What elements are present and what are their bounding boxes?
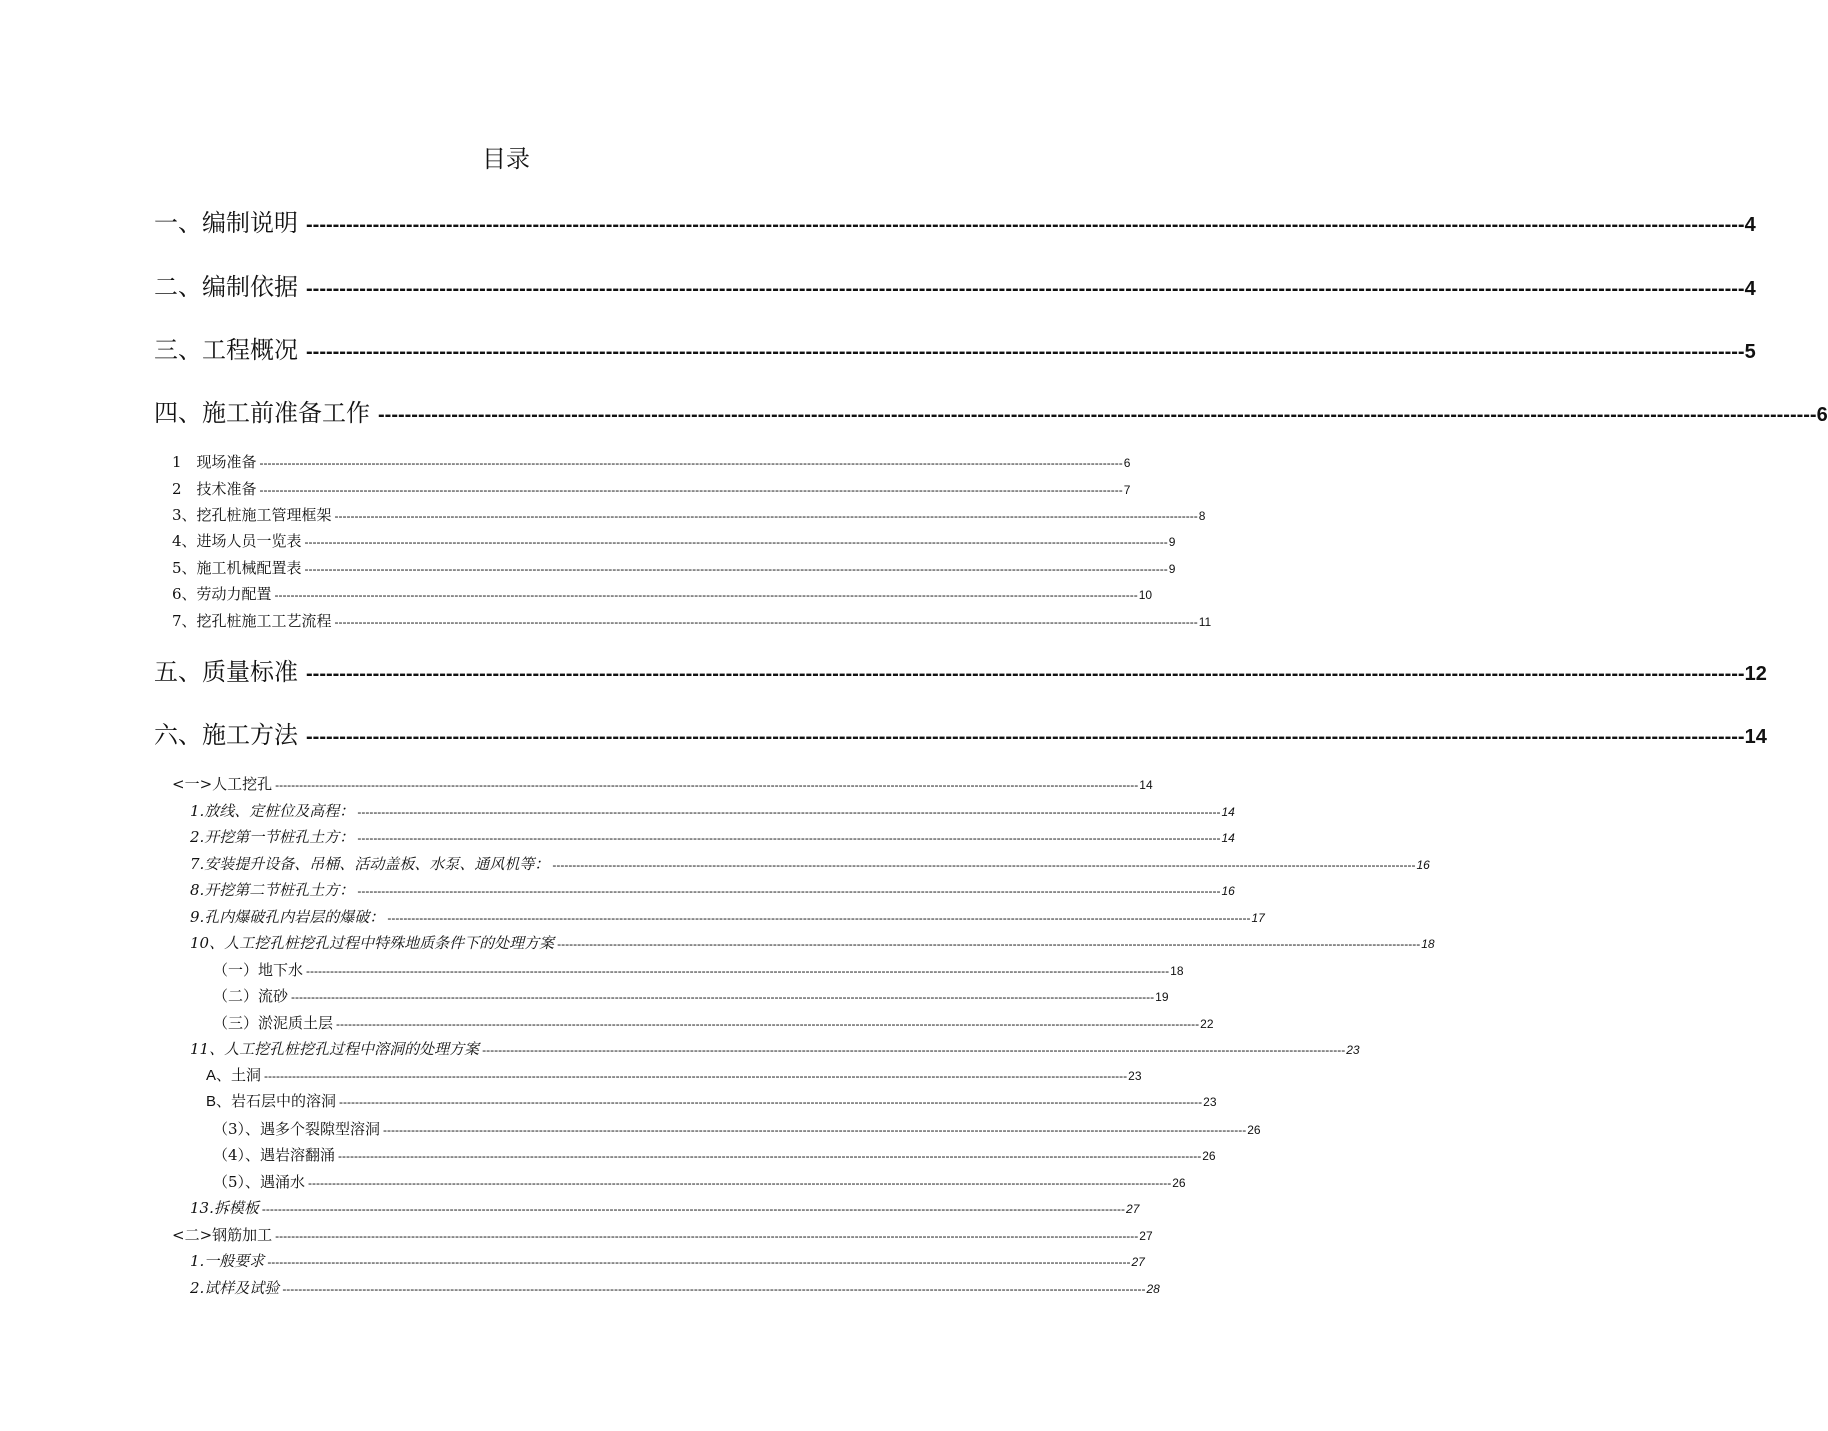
toc-entry-label: （3）、遇多个裂隙型溶洞 <box>213 1120 381 1138</box>
toc-page-number: 26 <box>1202 1149 1216 1163</box>
toc-entry-6-1-7[interactable] <box>190 851 1430 877</box>
toc-entry-label: 2.开挖第一节桩孔土方： <box>190 828 355 846</box>
toc-leader-dots: ------------------------------------------------------------------------------------------------------------------------------------------------------------------------------------------------------------------------ <box>482 1043 1346 1057</box>
toc-entry-4-2[interactable] <box>172 476 1131 502</box>
toc-leader-dots: ------------------------------------------------------------------------------------------------------------------------------------------------------------------------------------------------------------------------ <box>304 562 1168 576</box>
toc-page-number: 8 <box>1198 509 1206 523</box>
toc-page-number: 4 <box>1744 278 1756 300</box>
toc-entry-chapter-6[interactable] <box>154 715 1767 755</box>
toc-entry-6-1-11[interactable] <box>190 1036 1360 1062</box>
toc-page-number: 19 <box>1155 990 1169 1004</box>
toc-entry-label: 1.放线、定桩位及高程： <box>190 802 355 820</box>
toc-entry-4-1[interactable] <box>172 449 1131 475</box>
toc-leader-dots: ------------------------------------------------------------------------------------------------------------------------------------------------------------------------------------------------------------------------ <box>261 1202 1126 1216</box>
toc-leader-dots: ------------------------------------------------------------------------------------------------------------------------------------------------------------------------------------------------------------------------ <box>357 884 1221 898</box>
toc-entry-6-section-1[interactable] <box>172 771 1153 797</box>
toc-entry-label: 3、挖孔桩施工管理框架 <box>172 506 332 524</box>
toc-leader-dots: ------------------------------------------------------------------------------------------------------------------------------------------------------------------------------------------------------------------------ <box>306 214 1745 236</box>
toc-page-number: 5 <box>1744 341 1756 363</box>
toc-entry-label: 四、施工前准备工作 <box>154 399 370 427</box>
toc-leader-dots: ------------------------------------------------------------------------------------------------------------------------------------------------------------------------------------------------------------------------ <box>339 1095 1203 1109</box>
toc-entry-6-1-2[interactable] <box>190 824 1235 850</box>
toc-leader-dots: ------------------------------------------------------------------------------------------------------------------------------------------------------------------------------------------------------------------------ <box>306 278 1745 300</box>
toc-entry-label: 五、质量标准 <box>154 658 298 686</box>
toc-entry-label: B、岩石层中的溶洞 <box>206 1093 337 1110</box>
toc-entry-label: <一>人工挖孔 <box>172 775 273 793</box>
toc-entry-label: A、土洞 <box>206 1067 262 1084</box>
toc-page-number: 6 <box>1816 404 1828 426</box>
toc-page-number: 17 <box>1251 911 1265 925</box>
toc-entry-4-3[interactable] <box>172 502 1206 528</box>
toc-leader-dots: ------------------------------------------------------------------------------------------------------------------------------------------------------------------------------------------------------------------------ <box>306 964 1170 978</box>
toc-entry-label: 三、工程概况 <box>154 336 298 364</box>
toc-page-number: 27 <box>1139 1229 1153 1243</box>
toc-page-number: 9 <box>1168 535 1176 549</box>
toc-entry-6-1-1[interactable] <box>190 798 1235 824</box>
toc-entry-label: 8.开挖第二节桩孔土方： <box>190 881 355 899</box>
toc-page-number: 9 <box>1168 562 1176 576</box>
toc-page-number: 27 <box>1126 1202 1140 1216</box>
toc-page-number: 23 <box>1346 1043 1360 1057</box>
toc-title: 目录 <box>482 145 530 173</box>
toc-page-number: 28 <box>1146 1282 1160 1296</box>
toc-entry-label: （一）地下水 <box>213 961 304 979</box>
toc-entry-6-1-10-c[interactable] <box>213 1010 1214 1036</box>
toc-entry-label: 六、施工方法 <box>154 721 298 749</box>
toc-page-number: 22 <box>1200 1017 1214 1031</box>
toc-page-number: 14 <box>1139 778 1153 792</box>
toc-leader-dots: ------------------------------------------------------------------------------------------------------------------------------------------------------------------------------------------------------------------------ <box>275 1229 1139 1243</box>
toc-leader-dots: ------------------------------------------------------------------------------------------------------------------------------------------------------------------------------------------------------------------------ <box>383 1123 1247 1137</box>
toc-entry-6-section-2[interactable] <box>172 1222 1153 1248</box>
toc-entry-label: 6、劳动力配置 <box>172 585 272 603</box>
toc-entry-label: （三）淤泥质土层 <box>213 1014 334 1032</box>
toc-entry-6-1-11-5[interactable] <box>213 1169 1186 1195</box>
toc-leader-dots: ------------------------------------------------------------------------------------------------------------------------------------------------------------------------------------------------------------------------ <box>336 1017 1200 1031</box>
toc-entry-6-1-11-4[interactable] <box>213 1142 1216 1168</box>
toc-entry-6-1-11-a[interactable] <box>206 1063 1142 1089</box>
toc-entry-label: 1 现场准备 <box>172 453 257 471</box>
toc-leader-dots: ------------------------------------------------------------------------------------------------------------------------------------------------------------------------------------------------------------------------ <box>334 615 1198 629</box>
toc-entry-chapter-3[interactable] <box>154 330 1756 370</box>
toc-entry-label: 2 技术准备 <box>172 480 257 498</box>
toc-leader-dots: ------------------------------------------------------------------------------------------------------------------------------------------------------------------------------------------------------------------------ <box>264 1069 1128 1083</box>
toc-entry-chapter-4[interactable] <box>154 393 1828 433</box>
toc-leader-dots: ------------------------------------------------------------------------------------------------------------------------------------------------------------------------------------------------------------------------ <box>378 404 1817 426</box>
toc-leader-dots: ------------------------------------------------------------------------------------------------------------------------------------------------------------------------------------------------------------------------ <box>357 831 1221 845</box>
toc-entry-label: 13.拆模板 <box>190 1199 259 1217</box>
toc-entry-6-1-11-b[interactable] <box>206 1089 1217 1115</box>
toc-leader-dots: ------------------------------------------------------------------------------------------------------------------------------------------------------------------------------------------------------------------------ <box>557 937 1421 951</box>
toc-entry-chapter-5[interactable] <box>154 652 1767 692</box>
toc-entry-label: 7、挖孔桩施工工艺流程 <box>172 612 332 630</box>
toc-page-number: 23 <box>1203 1095 1217 1109</box>
toc-leader-dots: ------------------------------------------------------------------------------------------------------------------------------------------------------------------------------------------------------------------------ <box>308 1176 1172 1190</box>
toc-entry-4-6[interactable] <box>172 581 1153 607</box>
toc-entry-6-2-1[interactable] <box>190 1248 1145 1274</box>
toc-entry-label: 一、编制说明 <box>154 209 298 237</box>
toc-leader-dots: ------------------------------------------------------------------------------------------------------------------------------------------------------------------------------------------------------------------------ <box>259 483 1123 497</box>
toc-page-number: 18 <box>1421 937 1435 951</box>
toc-leader-dots: ------------------------------------------------------------------------------------------------------------------------------------------------------------------------------------------------------------------------ <box>267 1255 1131 1269</box>
toc-leader-dots: ------------------------------------------------------------------------------------------------------------------------------------------------------------------------------------------------------------------------ <box>306 726 1745 748</box>
toc-entry-label: （4）、遇岩溶翻涌 <box>213 1146 336 1164</box>
toc-page-number: 4 <box>1744 214 1756 236</box>
toc-page-number: 7 <box>1123 483 1131 497</box>
toc-page-number: 14 <box>1744 726 1767 748</box>
toc-entry-6-1-8[interactable] <box>190 877 1235 903</box>
toc-entry-6-2-2[interactable] <box>190 1275 1160 1301</box>
toc-entry-label: <二>钢筋加工 <box>172 1226 273 1244</box>
toc-entry-chapter-1[interactable] <box>154 203 1756 243</box>
toc-entry-6-1-10-a[interactable] <box>213 957 1184 983</box>
toc-leader-dots: ------------------------------------------------------------------------------------------------------------------------------------------------------------------------------------------------------------------------ <box>259 456 1123 470</box>
toc-entry-label: 10、人工挖孔桩挖孔过程中特殊地质条件下的处理方案 <box>190 934 555 952</box>
toc-page-number: 6 <box>1123 456 1131 470</box>
toc-leader-dots: ------------------------------------------------------------------------------------------------------------------------------------------------------------------------------------------------------------------------ <box>291 990 1155 1004</box>
toc-entry-label: 9.孔内爆破孔内岩层的爆破： <box>190 908 385 926</box>
toc-entry-6-1-10-b[interactable] <box>213 983 1169 1009</box>
toc-page-number: 18 <box>1170 964 1184 978</box>
toc-leader-dots: ------------------------------------------------------------------------------------------------------------------------------------------------------------------------------------------------------------------------ <box>306 341 1745 363</box>
toc-entry-label: 4、进场人员一览表 <box>172 532 302 550</box>
toc-page-number: 12 <box>1744 663 1767 685</box>
toc-leader-dots: ------------------------------------------------------------------------------------------------------------------------------------------------------------------------------------------------------------------------ <box>274 588 1138 602</box>
toc-page-number: 14 <box>1221 805 1235 819</box>
toc-leader-dots: ------------------------------------------------------------------------------------------------------------------------------------------------------------------------------------------------------------------------ <box>338 1149 1202 1163</box>
toc-page-number: 14 <box>1221 831 1235 845</box>
toc-leader-dots: ------------------------------------------------------------------------------------------------------------------------------------------------------------------------------------------------------------------------ <box>304 535 1168 549</box>
toc-page-number: 26 <box>1172 1176 1186 1190</box>
toc-leader-dots: ------------------------------------------------------------------------------------------------------------------------------------------------------------------------------------------------------------------------ <box>334 509 1198 523</box>
toc-entry-label: 1.一般要求 <box>190 1252 265 1270</box>
toc-entry-6-1-13[interactable] <box>190 1195 1140 1221</box>
toc-page-number: 11 <box>1198 615 1212 629</box>
toc-entry-4-4[interactable] <box>172 528 1176 554</box>
toc-entry-label: 7.安装提升设备、吊桶、活动盖板、水泵、通风机等： <box>190 855 550 873</box>
toc-page-number: 16 <box>1221 884 1235 898</box>
toc-page-number: 23 <box>1128 1069 1142 1083</box>
toc-entry-label: 5、施工机械配置表 <box>172 559 302 577</box>
toc-entry-6-1-9[interactable] <box>190 904 1265 930</box>
toc-page-number: 10 <box>1138 588 1153 602</box>
toc-entry-label: 二、编制依据 <box>154 273 298 301</box>
toc-entry-chapter-2[interactable] <box>154 267 1756 307</box>
toc-page-number: 27 <box>1131 1255 1145 1269</box>
toc-entry-label: （5）、遇涌水 <box>213 1173 306 1191</box>
toc-entry-6-1-11-3[interactable] <box>213 1116 1261 1142</box>
toc-entry-4-7[interactable] <box>172 608 1212 634</box>
toc-page-number: 26 <box>1247 1123 1261 1137</box>
toc-leader-dots: ------------------------------------------------------------------------------------------------------------------------------------------------------------------------------------------------------------------------ <box>357 805 1221 819</box>
toc-entry-label: （二）流砂 <box>213 987 289 1005</box>
toc-leader-dots: ------------------------------------------------------------------------------------------------------------------------------------------------------------------------------------------------------------------------ <box>552 858 1416 872</box>
toc-entry-4-5[interactable] <box>172 555 1176 581</box>
toc-leader-dots: ------------------------------------------------------------------------------------------------------------------------------------------------------------------------------------------------------------------------ <box>306 663 1745 685</box>
toc-entry-6-1-10[interactable] <box>190 930 1435 956</box>
toc-leader-dots: ------------------------------------------------------------------------------------------------------------------------------------------------------------------------------------------------------------------------ <box>387 911 1251 925</box>
toc-page-number: 16 <box>1416 858 1430 872</box>
toc-entry-label: 2.试样及试验 <box>190 1279 280 1297</box>
toc-leader-dots: ------------------------------------------------------------------------------------------------------------------------------------------------------------------------------------------------------------------------ <box>275 778 1139 792</box>
toc-leader-dots: ------------------------------------------------------------------------------------------------------------------------------------------------------------------------------------------------------------------------ <box>282 1282 1146 1296</box>
toc-entry-label: 11、人工挖孔桩挖孔过程中溶洞的处理方案 <box>190 1040 480 1058</box>
